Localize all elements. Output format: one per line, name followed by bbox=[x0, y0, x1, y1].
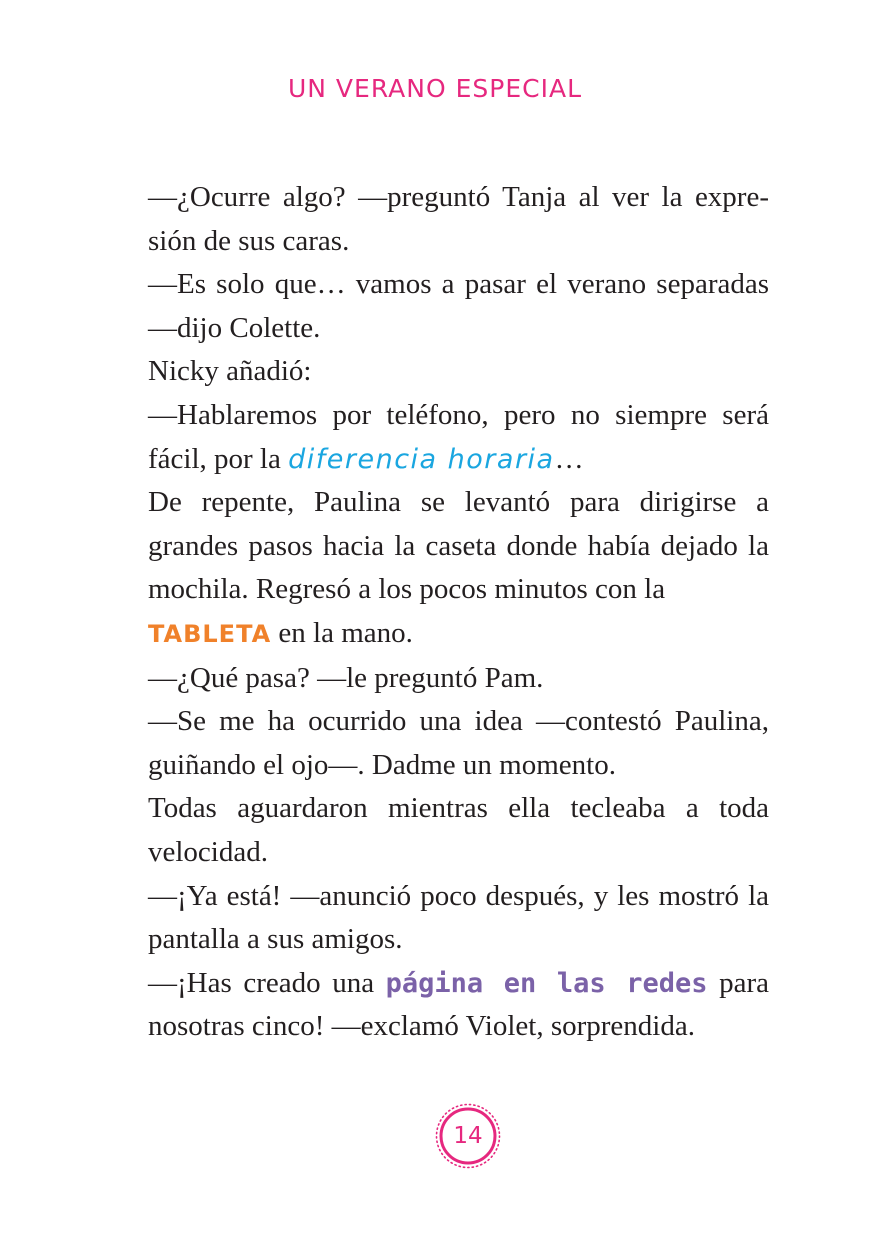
paragraph bbox=[148, 612, 769, 657]
highlight-diferencia-horaria: diferencia horaria bbox=[288, 443, 555, 475]
paragraph-text: —¡Has creado una bbox=[148, 966, 386, 999]
body-text bbox=[148, 176, 769, 1049]
highlight-pagina-en-las-redes: página en las redes bbox=[385, 967, 708, 999]
paragraph: —¿Qué pasa? —le preguntó Pam. bbox=[148, 661, 544, 694]
paragraph: —¿Ocurre algo? —preguntó Tanja al ver la expre-sión de sus caras. bbox=[148, 181, 769, 257]
paragraph-text: … bbox=[554, 442, 584, 475]
page-number-badge bbox=[435, 1103, 501, 1169]
highlight-tableta: TABLETA bbox=[148, 619, 272, 648]
paragraph bbox=[148, 962, 769, 1049]
paragraph: —¡Ya está! —anunció poco después, y les mostró la pantalla a sus amigos. bbox=[148, 879, 769, 956]
paragraph: —Se me ha ocurrido una idea —contestó Paulina, guiñando el ojo—. Dadme un momento. bbox=[148, 705, 769, 781]
paragraph-text: para nosotras cinco! —exclamó Violet, sorprendida. bbox=[148, 966, 769, 1043]
paragraph: De repente, Paulina se levantó para dirigirse a grandes pasos hacia la caseta donde había dejado la mochila. Regresó a los pocos minutos con la bbox=[148, 486, 769, 606]
running-head: UN VERANO ESPECIAL bbox=[287, 74, 583, 103]
paragraph: Todas aguardaron mientras ella tecleaba a toda velocidad. bbox=[148, 792, 769, 868]
paragraph bbox=[148, 394, 769, 481]
paragraph: —Es solo que… vamos a pasar el verano separadas —dijo Colette. bbox=[148, 268, 769, 344]
page-number: 14 bbox=[453, 1123, 483, 1149]
paragraph-text: en la mano. bbox=[271, 616, 413, 649]
paragraph: Nicky añadió: bbox=[148, 355, 312, 388]
paragraph-text: —Hablaremos por teléfono, pero no siempre será fácil, por la bbox=[148, 398, 769, 475]
